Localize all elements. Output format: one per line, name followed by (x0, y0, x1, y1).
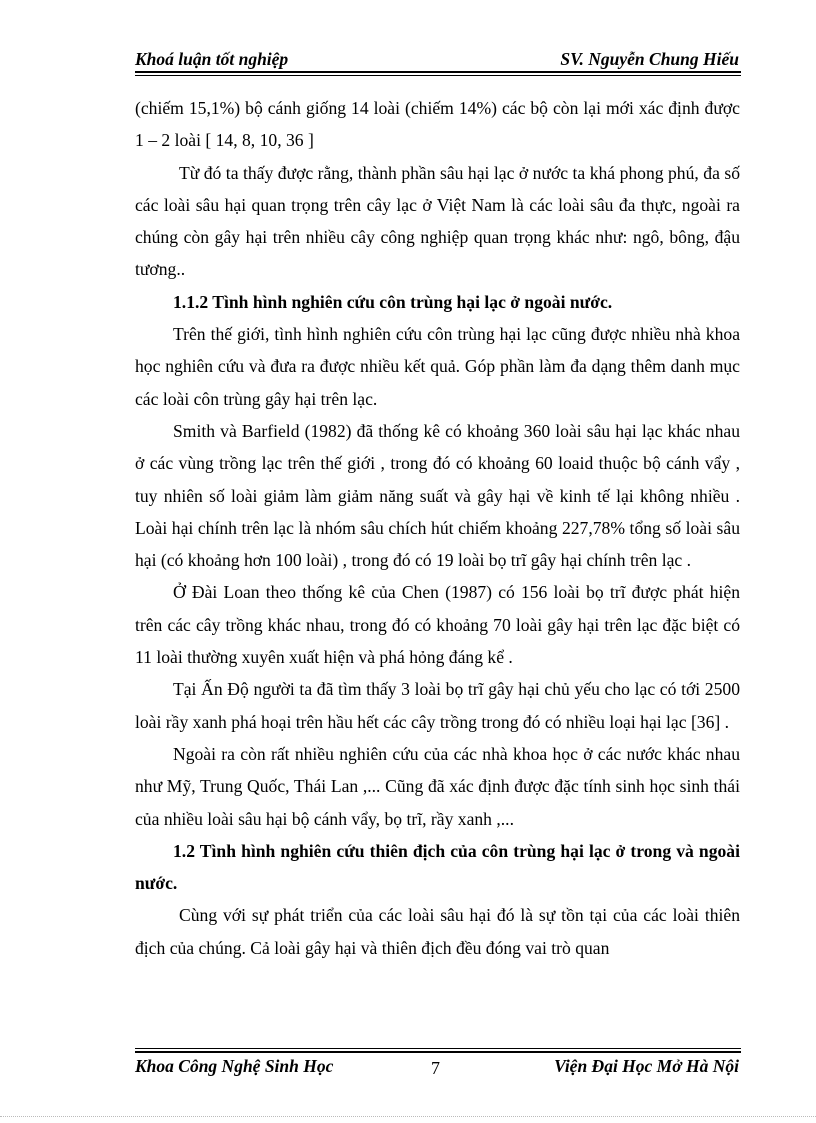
footer-rule (135, 1051, 741, 1053)
paragraph: Tại Ấn Độ người ta đã tìm thấy 3 loài bọ trĩ gây hại chủ yếu cho lạc có tới 2500 loài rầy xanh phá hoại trên hầu hết các cây trồng trong đó có nhiều loại hại lạc [36] . (135, 679, 740, 732)
document-body (135, 92, 740, 964)
paragraph: Từ đó ta thấy được rằng, thành phần sâu hại lạc ở nước ta khá phong phú, đa số các loài sâu hại quan trọng trên cây lạc ở Việt Nam là các loài sâu đa thực, ngoài ra chúng còn gây hại trên nhiều cây công nghiệp quan trọng khác như: ngô, bông, đậu tương.. (135, 162, 740, 280)
page-bottom-dotted-line (0, 1116, 816, 1117)
paragraph: Cùng với sự phát triển của các loài sâu hại đó là sự tồn tại của các loài thiên địch của chúng. Cả loài gây hại và thiên địch đều đóng vai trò quan (135, 905, 740, 958)
section-heading-1-2: 1.2 Tình hình nghiên cứu thiên địch của côn trùng hại lạc ở trong và ngoài nước. (135, 840, 740, 894)
header-rule (135, 71, 741, 73)
footer-rule-thin (135, 1048, 741, 1049)
header-author: SV. Nguyễn Chung Hiếu (560, 49, 739, 69)
header-left-title: Khoá luận tốt nghiệp (135, 49, 289, 69)
section-heading-1-1-2: 1.1.2 Tình hình nghiên cứu côn trùng hại lạc ở ngoài nước. (173, 291, 613, 312)
paragraph: Trên thế giới, tình hình nghiên cứu côn trùng hại lạc cũng được nhiều nhà khoa học nghiên cứu và đưa ra được nhiều kết quả. Góp phần làm đa dạng thêm danh mục các loài côn trùng gây hại trên lạc. (135, 324, 740, 409)
page-number: 7 (431, 1058, 440, 1078)
page-footer (135, 1056, 741, 1082)
footer-institution: Viện Đại Học Mở Hà Nội (554, 1056, 739, 1076)
paragraph: Ở Đài Loan theo thống kê của Chen (1987) có 156 loài bọ trĩ được phát hiện trên các cây trồng khác nhau, trong đó có khoảng 70 loài gây hại trên lạc đặc biệt có 11 loài thường xuyên xuất hiện và phá hỏng đáng kể . (135, 582, 740, 668)
paragraph-continuation: (chiếm 15,1%) bộ cánh giống 14 loài (chiếm 14%) các bộ còn lại mới xác định được 1 – 2 loài [ 14, 8, 10, 36 ] (135, 98, 740, 151)
paragraph: Smith và Barfield (1982) đã thống kê có khoảng 360 loài sâu hại lạc khác nhau ở các vùng trồng lạc trên thế giới , trong đó có khoảng 60 loaid thuộc bộ cánh vẩy , tuy nhiên số loài giảm làm giảm năng suất và gây hại về kinh tế lại không nhiều . Loài hại chính trên lạc là nhóm sâu chích hút chiếm khoảng 227,78% tổng số loài sâu hại (có khoảng hơn 100 loài) , trong đó có 19 loài bọ trĩ gây hại chính trên lạc . (135, 420, 740, 571)
paragraph: Ngoài ra còn rất nhiều nghiên cứu của các nhà khoa học ở các nước khác nhau như Mỹ, Trung Quốc, Thái Lan ,... Cũng đã xác định được đặc tính sinh học sinh thái của nhiều loài sâu hại bộ cánh vẩy, bọ trĩ, rầy xanh ,... (135, 743, 740, 829)
footer-faculty: Khoa Công Nghệ Sinh Học (135, 1056, 334, 1076)
header-rule-thin (135, 75, 741, 76)
